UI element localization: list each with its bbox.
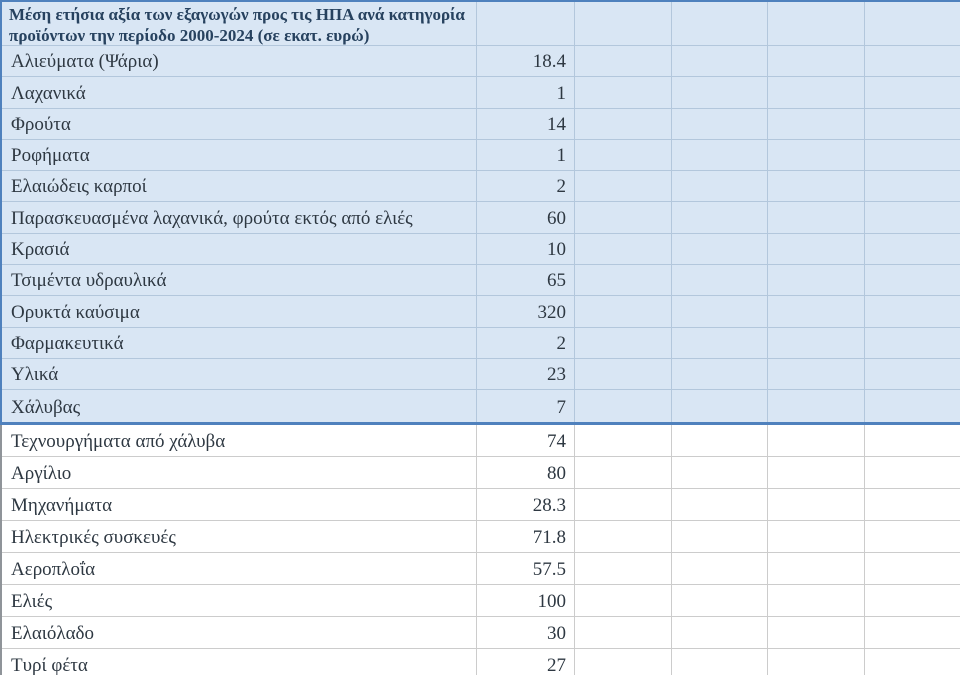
empty-cell[interactable] [865,390,960,421]
category-cell[interactable]: Ελιές [2,585,477,617]
empty-cell[interactable] [768,617,865,649]
empty-cell[interactable] [672,390,768,421]
value-cell[interactable]: 1 [477,77,575,108]
value-cell[interactable]: 10 [477,234,575,265]
empty-cell[interactable] [575,425,672,457]
table-row [2,489,960,521]
empty-cell[interactable] [768,77,865,108]
empty-cell[interactable] [768,521,865,553]
table-row [2,296,960,327]
empty-cell[interactable] [865,46,960,77]
plain-rows [0,425,960,675]
empty-cell[interactable] [865,585,960,617]
empty-cell[interactable] [865,265,960,296]
empty-cell[interactable] [865,649,960,675]
empty-cell[interactable] [575,359,672,390]
empty-cell[interactable] [575,585,672,617]
empty-cell[interactable] [768,46,865,77]
empty-cell[interactable] [865,202,960,233]
empty-cell[interactable] [672,265,768,296]
empty-cell[interactable] [575,553,672,585]
empty-cell[interactable] [575,2,672,46]
empty-cell[interactable] [768,171,865,202]
empty-cell[interactable] [865,425,960,457]
empty-cell[interactable] [672,585,768,617]
category-cell[interactable]: Ροφήματα [2,140,477,171]
value-cell[interactable]: 320 [477,296,575,327]
empty-cell[interactable] [672,553,768,585]
empty-cell[interactable] [575,140,672,171]
table-row [2,328,960,359]
category-cell[interactable]: Χάλυβας [2,390,477,421]
empty-cell[interactable] [768,457,865,489]
empty-cell[interactable] [865,553,960,585]
empty-cell[interactable] [575,296,672,327]
empty-cell[interactable] [672,46,768,77]
table-row [2,234,960,265]
empty-cell[interactable] [865,140,960,171]
empty-cell[interactable] [768,202,865,233]
empty-cell[interactable] [768,390,865,421]
empty-cell[interactable] [575,521,672,553]
empty-cell[interactable] [865,109,960,140]
empty-cell[interactable] [768,265,865,296]
value-cell[interactable]: 80 [477,457,575,489]
category-cell[interactable]: Παρασκευασμένα λαχανικά, φρούτα εκτός από ελιές [2,202,477,233]
table-row [2,521,960,553]
table-row [2,457,960,489]
table-row [2,649,960,675]
empty-cell[interactable] [768,140,865,171]
category-cell[interactable]: Ελαιόλαδο [2,617,477,649]
empty-cell[interactable] [768,328,865,359]
empty-cell[interactable] [768,425,865,457]
empty-cell[interactable] [575,265,672,296]
category-cell[interactable]: Αργίλιο [2,457,477,489]
category-cell[interactable]: Αεροπλοΐα [2,553,477,585]
value-cell[interactable]: 30 [477,617,575,649]
value-cell[interactable]: 2 [477,328,575,359]
table-row [2,390,960,421]
table-row [2,553,960,585]
empty-cell[interactable] [672,202,768,233]
value-cell[interactable]: 7 [477,390,575,421]
category-cell[interactable]: Μηχανήματα [2,489,477,521]
empty-cell[interactable] [865,296,960,327]
value-cell[interactable]: 1 [477,140,575,171]
table-row [2,359,960,390]
empty-cell[interactable] [575,202,672,233]
empty-cell[interactable] [575,77,672,108]
empty-cell[interactable] [575,489,672,521]
empty-cell[interactable] [865,2,960,46]
empty-cell[interactable] [672,617,768,649]
value-cell[interactable]: 100 [477,585,575,617]
empty-cell[interactable] [865,171,960,202]
value-cell[interactable]: 65 [477,265,575,296]
empty-cell[interactable] [865,521,960,553]
table-row [2,140,960,171]
category-cell[interactable]: Κρασιά [2,234,477,265]
category-cell[interactable]: Λαχανικά [2,77,477,108]
value-cell[interactable]: 74 [477,425,575,457]
empty-cell[interactable] [865,457,960,489]
empty-cell[interactable] [575,328,672,359]
table-row [2,202,960,233]
table-row [2,109,960,140]
empty-cell[interactable] [865,359,960,390]
empty-cell[interactable] [865,489,960,521]
category-cell[interactable]: Τσιμέντα υδραυλικά [2,265,477,296]
empty-cell[interactable] [672,234,768,265]
category-cell[interactable]: Αλιεύματα (Ψάρια) [2,46,477,77]
value-cell[interactable]: 18.4 [477,46,575,77]
empty-cell[interactable] [575,109,672,140]
empty-cell[interactable] [672,109,768,140]
empty-cell[interactable] [477,2,575,46]
category-cell[interactable]: Φρούτα [2,109,477,140]
empty-cell[interactable] [768,234,865,265]
empty-cell[interactable] [672,425,768,457]
empty-cell[interactable] [768,489,865,521]
empty-cell[interactable] [672,328,768,359]
table-title-cell[interactable]: Μέση ετήσια αξία των εξαγωγών προς τις ΗΠΑ ανά κατηγορία προϊόντων την περίοδο 2000-2024 (σε εκατ. ευρώ) [2,2,477,46]
empty-cell[interactable] [672,359,768,390]
empty-cell[interactable] [865,328,960,359]
value-cell[interactable]: 28.3 [477,489,575,521]
empty-cell[interactable] [768,585,865,617]
value-cell[interactable]: 27 [477,649,575,675]
category-cell[interactable]: Υλικά [2,359,477,390]
empty-cell[interactable] [672,140,768,171]
empty-cell[interactable] [865,77,960,108]
empty-cell[interactable] [575,617,672,649]
value-cell[interactable]: 71.8 [477,521,575,553]
empty-cell[interactable] [575,649,672,675]
empty-cell[interactable] [672,521,768,553]
table-row [2,171,960,202]
selected-rows [2,46,960,422]
empty-cell[interactable] [575,390,672,421]
table-row [2,265,960,296]
empty-cell[interactable] [672,489,768,521]
empty-cell[interactable] [672,296,768,327]
empty-cell[interactable] [672,2,768,46]
table-row [2,617,960,649]
value-cell[interactable]: 14 [477,109,575,140]
table-row [2,77,960,108]
empty-cell[interactable] [768,109,865,140]
category-cell[interactable]: Ηλεκτρικές συσκευές [2,521,477,553]
value-cell[interactable]: 23 [477,359,575,390]
empty-cell[interactable] [672,77,768,108]
category-cell[interactable]: Τυρί φέτα [2,649,477,675]
category-cell[interactable]: Ορυκτά καύσιμα [2,296,477,327]
value-cell[interactable]: 2 [477,171,575,202]
table-row [2,425,960,457]
category-cell[interactable]: Φαρμακευτικά [2,328,477,359]
table-row [2,46,960,77]
empty-cell[interactable] [768,553,865,585]
empty-cell[interactable] [865,234,960,265]
empty-cell[interactable] [575,171,672,202]
value-cell[interactable]: 57.5 [477,553,575,585]
empty-cell[interactable] [672,171,768,202]
value-cell[interactable]: 60 [477,202,575,233]
empty-cell[interactable] [575,46,672,77]
empty-cell[interactable] [672,649,768,675]
empty-cell[interactable] [575,457,672,489]
empty-cell[interactable] [768,296,865,327]
category-cell[interactable]: Τεχνουργήματα από χάλυβα [2,425,477,457]
table-row [2,585,960,617]
empty-cell[interactable] [768,359,865,390]
empty-cell[interactable] [768,649,865,675]
empty-cell[interactable] [575,234,672,265]
empty-cell[interactable] [672,457,768,489]
header-row [2,2,960,46]
empty-cell[interactable] [865,617,960,649]
empty-cell[interactable] [768,2,865,46]
category-cell[interactable]: Ελαιώδεις καρποί [2,171,477,202]
